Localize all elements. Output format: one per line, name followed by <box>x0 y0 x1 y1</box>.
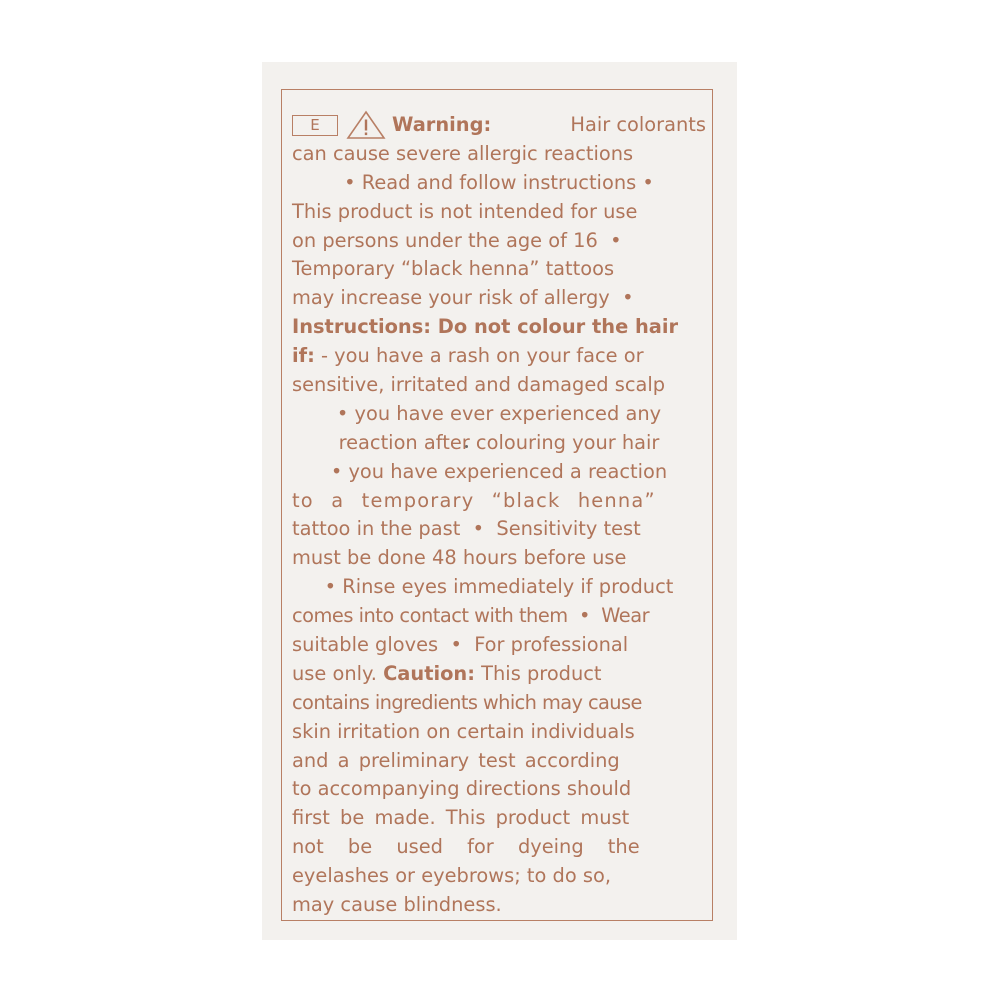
label-line <box>292 284 706 313</box>
label-line-text: • you have experienced a reaction <box>330 459 668 483</box>
label-line-text: Temporary “black henna” tattoos <box>292 257 615 281</box>
label-line <box>292 342 706 371</box>
label-line <box>292 891 706 920</box>
caution-heading: Caution: <box>383 661 475 685</box>
warning-triangle-icon <box>346 110 386 140</box>
e-mark-box: E <box>292 115 338 136</box>
label-line-text: suitable gloves • For professional <box>292 633 629 657</box>
label-line <box>292 255 706 284</box>
label-line <box>292 371 706 400</box>
instructions-heading: Instructions: Do not colour the hair <box>292 315 679 339</box>
label-line <box>292 198 706 227</box>
label-line-text: reaction after colouring your hair <box>338 430 660 454</box>
label-line <box>292 573 706 602</box>
label-line-text: sensitive, irritated and damaged scalp <box>292 373 666 397</box>
label-line-text: to accompanying directions should <box>292 777 632 801</box>
label-line <box>292 515 706 544</box>
label-line-text: tattoo in the past • Sensitivity test <box>292 517 641 541</box>
warning-heading: Warning: <box>392 113 492 136</box>
label-line <box>292 747 706 776</box>
label-line-text: • Read and follow instructions • <box>344 170 654 194</box>
label-line <box>292 718 706 747</box>
label-line-text: may increase your risk of allergy • <box>292 286 634 310</box>
label-line-text: and a preliminary test according <box>292 748 620 772</box>
label-line <box>292 400 706 429</box>
label-line <box>292 458 706 487</box>
label-line <box>292 804 706 833</box>
label-line <box>292 689 706 718</box>
label-line <box>292 227 706 256</box>
label-line <box>292 544 706 573</box>
label-line-text: to a temporary “black henna” <box>292 488 656 512</box>
label-line <box>292 487 706 516</box>
label-line <box>292 429 706 458</box>
label-line-text: not be used for dyeing the <box>292 835 640 859</box>
label-line-text: This product <box>481 661 602 685</box>
label-line-text: may cause blindness. <box>292 893 502 917</box>
label-line-text: first be made. This product must <box>292 806 630 830</box>
label-line-text: • Rinse eyes immediately if product <box>324 575 674 599</box>
if-label: if: <box>292 344 315 368</box>
instructions-heading-line <box>292 313 706 342</box>
label-line-text: contains ingredients which may cause <box>292 690 642 714</box>
label-line <box>292 833 706 862</box>
label-line <box>292 602 706 631</box>
label-line <box>292 169 706 198</box>
label-line <box>292 862 706 891</box>
label-line <box>292 140 706 169</box>
label-line-text: • you have ever experienced any <box>336 401 662 425</box>
label-line-text: can cause severe allergic reactions <box>292 141 634 165</box>
label-line <box>292 775 706 804</box>
label-line-text: use only. <box>292 661 377 685</box>
label-line-text: skin irritation on certain individuals <box>292 719 635 743</box>
label-line-text: - you have a rash on your face or <box>321 344 644 368</box>
label-line-text: comes into contact with them • Wear <box>292 604 650 628</box>
label-line-text: must be done 48 hours before use <box>292 546 627 570</box>
caution-line <box>292 660 706 689</box>
warning-label-text <box>292 111 706 920</box>
product-label-card <box>262 62 737 940</box>
label-line-text: This product is not intended for use <box>292 199 638 223</box>
label-line-0: Hair colorants <box>570 113 706 136</box>
warning-heading-line <box>292 111 706 140</box>
label-line-text: on persons under the age of 16 • <box>292 228 622 252</box>
label-line <box>292 631 706 660</box>
label-line-text: eyelashes or eyebrows; to do so, <box>292 864 611 888</box>
